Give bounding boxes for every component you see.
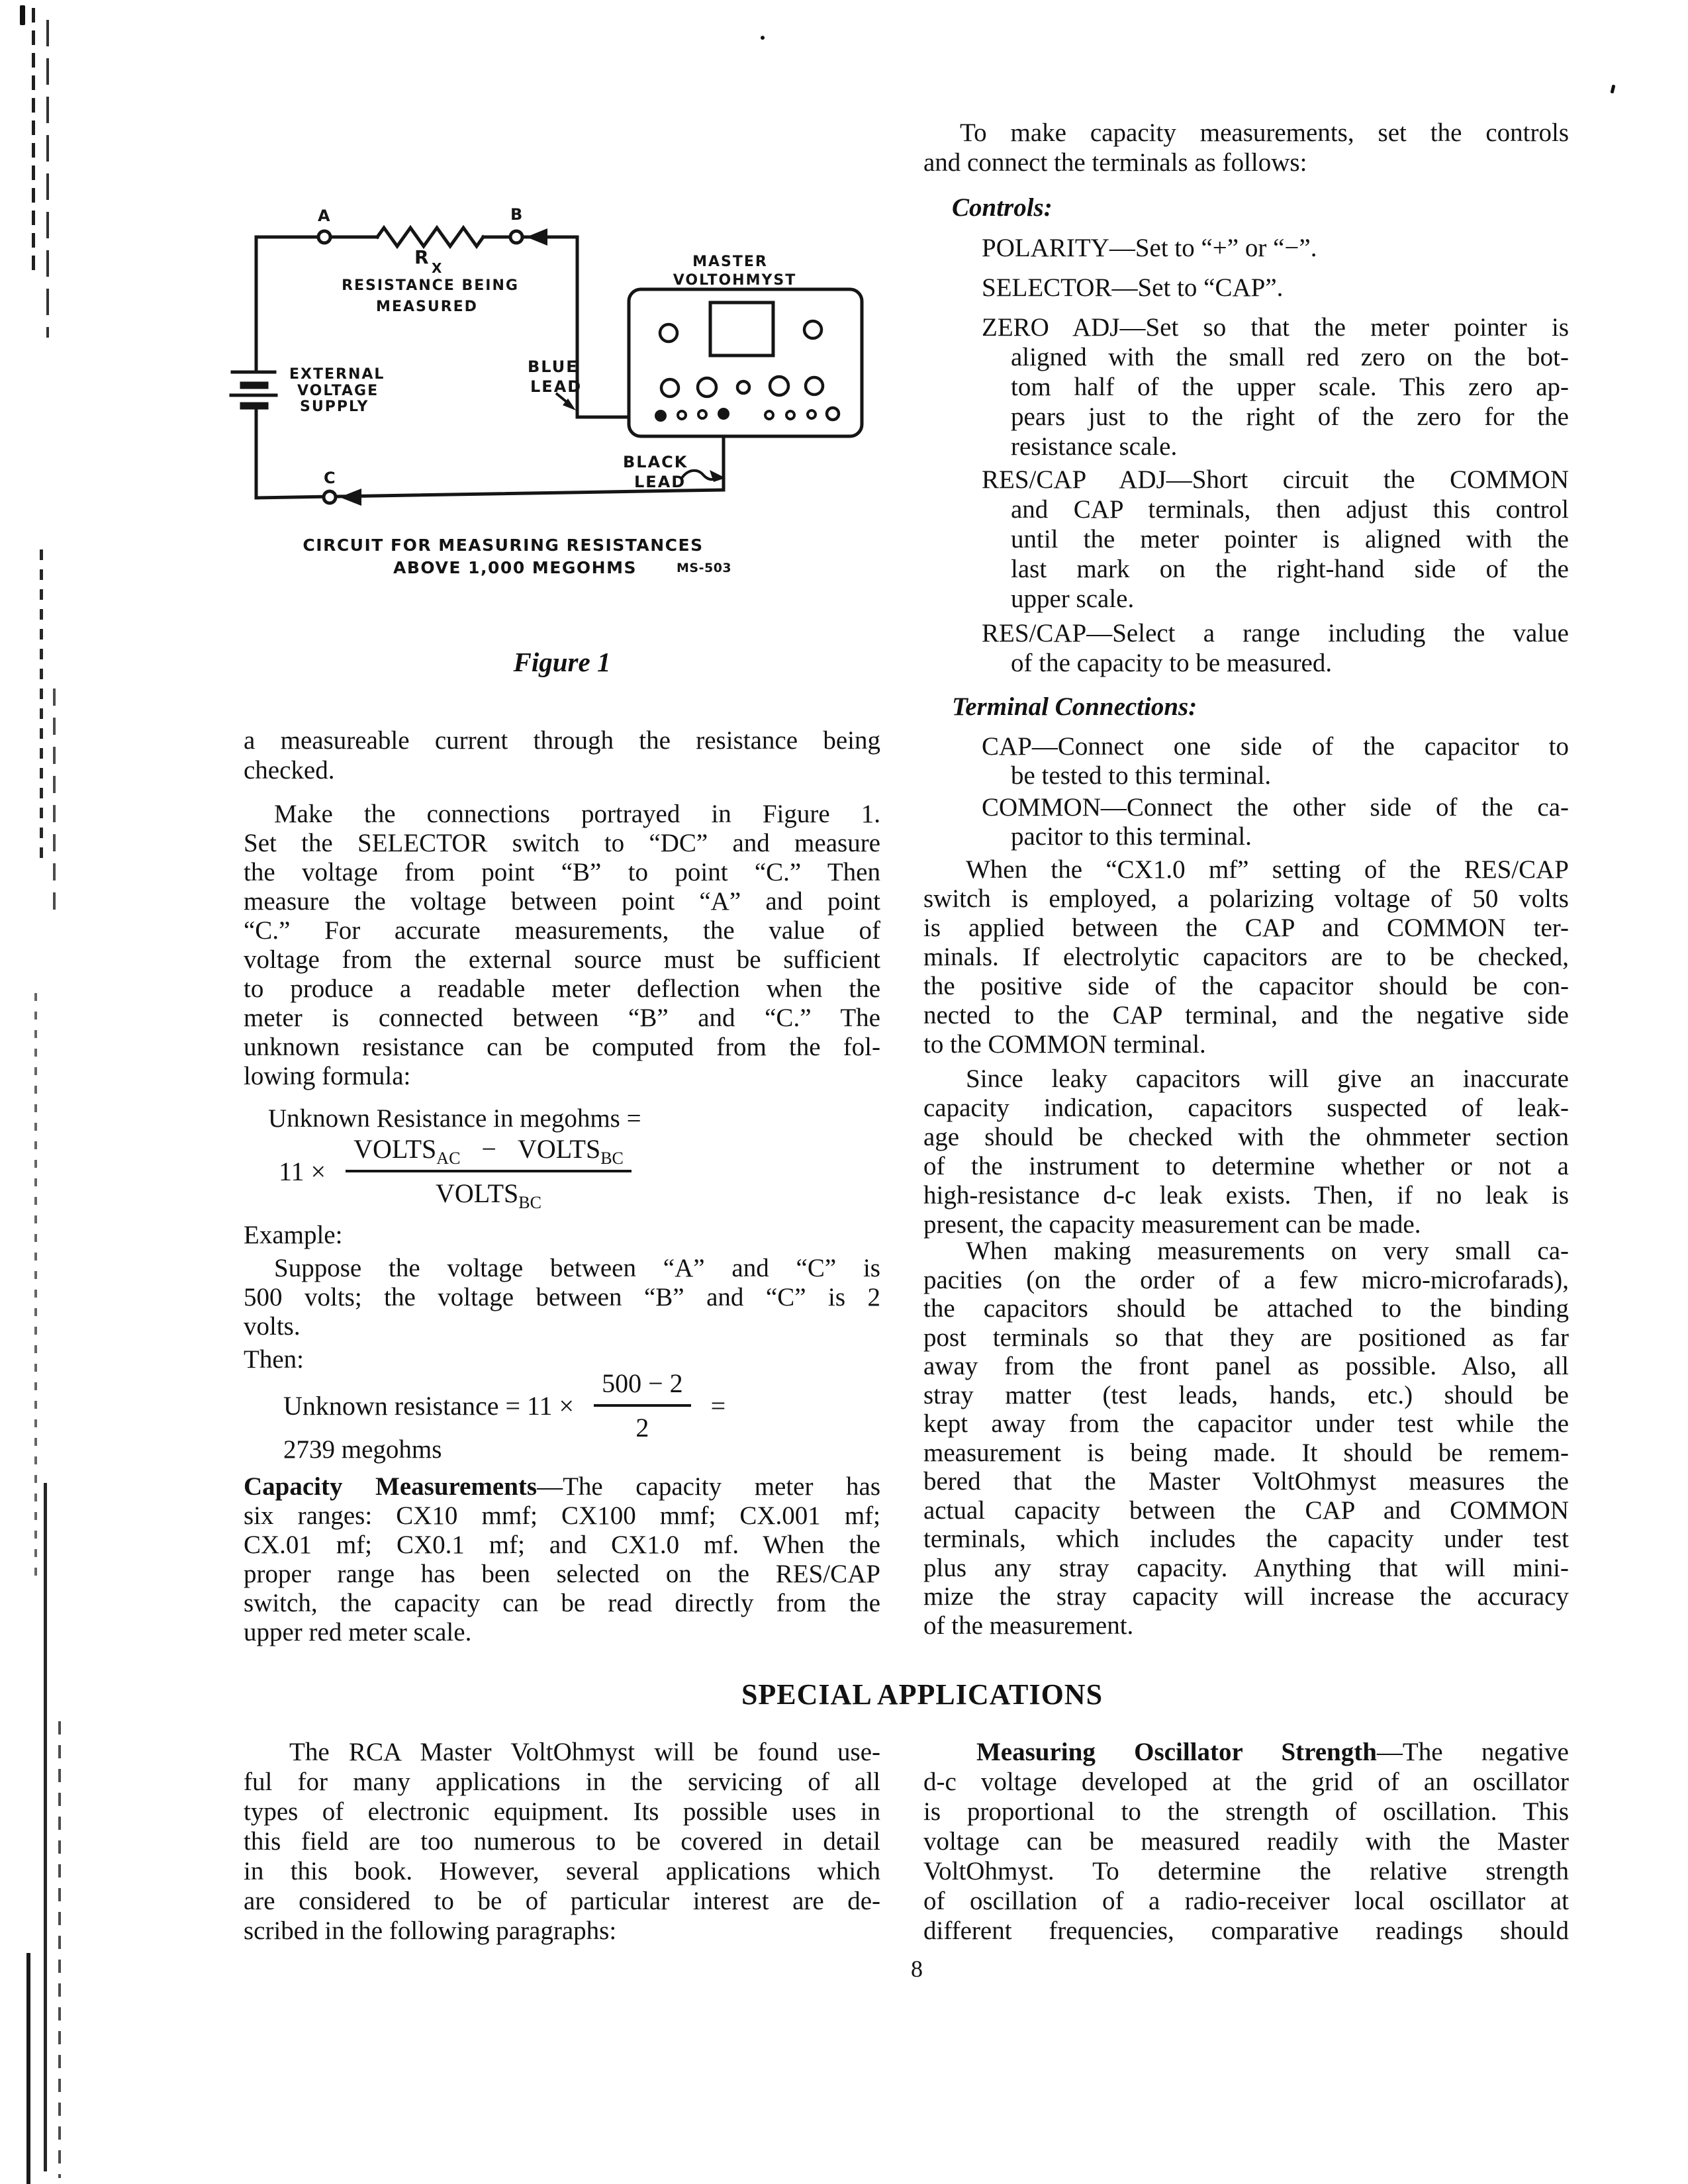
scan-speck: [761, 36, 765, 40]
control-item-rescap: [923, 618, 1569, 678]
arrowhead-at-b: [526, 228, 547, 246]
scan-streak: [44, 1483, 47, 2171]
text-line: The RCA Master VoltOhmyst will be found use-: [289, 1738, 880, 1766]
supply-label-1: EXTERNAL: [289, 366, 385, 383]
text-line: minals. If electrolytic capacitors are to be checked,: [923, 943, 1569, 971]
text-line: “C.” For accurate measurements, the value of: [244, 916, 880, 945]
black-lead-label-2: LEAD: [634, 473, 686, 491]
formula1-coefficient: 11 ×: [279, 1156, 326, 1186]
text-line: proper range has been selected on the RES/CAP: [244, 1560, 880, 1588]
control-item-rescap-adj: [923, 465, 1569, 614]
blue-lead-label-1: BLUE: [528, 357, 579, 376]
right-intro: [923, 118, 1569, 177]
supply-label-2: VOLTAGE: [297, 383, 379, 399]
arrowhead-at-c: [340, 489, 361, 506]
then-label: Then:: [244, 1345, 304, 1374]
text-line: kept away from the capacitor under test while the: [923, 1409, 1569, 1438]
resistance-label-1: RESISTANCE BEING: [342, 277, 519, 294]
right-para-small-capacities: [923, 1237, 1569, 1640]
text-line: and CAP terminals, then adjust this control: [1011, 495, 1569, 524]
rx-label: R: [414, 246, 430, 268]
scan-streak: [46, 20, 49, 338]
special-right-para: [923, 1737, 1569, 1946]
text-line: ZERO ADJ—Set so that the meter pointer is: [982, 313, 1569, 342]
formula2-result: 2739 megohms: [283, 1435, 442, 1464]
text-line: of the capacity to be measured.: [1011, 649, 1333, 677]
text-line: volts.: [244, 1312, 301, 1341]
text-line: SELECTOR—Set to “CAP”.: [982, 273, 1284, 302]
terminal-b-circle: [510, 231, 522, 243]
text-line: nected to the CAP terminal, and the negative side: [923, 1001, 1569, 1029]
text-line: the voltage from point “B” to point “C.” Then: [244, 858, 880, 886]
terminal-connections-heading: Terminal Connections:: [952, 692, 1197, 721]
scan-speck: [20, 5, 25, 25]
black-lead-terminal: [718, 408, 729, 420]
text-line: are considered to be of particular interest are de-: [244, 1887, 880, 1915]
text-line: present, the capacity measurement can be made.: [923, 1210, 1421, 1239]
scan-streak: [34, 993, 37, 1576]
text-line: away from the front panel as possible. Also, all: [923, 1352, 1569, 1380]
text-line: When the “CX1.0 mf” setting of the RES/CAP: [966, 855, 1569, 884]
right-para-cx: [923, 855, 1569, 1059]
text-line: 500 volts; the voltage between “B” and “C” is 2: [244, 1283, 880, 1311]
text-line: last mark on the right-hand side of the: [1011, 555, 1569, 583]
text-line: mize the stray capacity will increase the accuracy: [923, 1582, 1569, 1611]
rx-sub-label: X: [432, 260, 443, 276]
text-line: to the COMMON terminal.: [923, 1030, 1206, 1059]
text-line: upper red meter scale.: [244, 1618, 472, 1646]
text-line: in this book. However, several applications which: [244, 1857, 880, 1885]
terminal-b-label: B: [510, 205, 524, 224]
text-line: Suppose the voltage between “A” and “C” is: [274, 1254, 880, 1282]
resistance-label-2: MEASURED: [376, 299, 478, 315]
text-line: VoltOhmyst. To determine the relative strength: [923, 1857, 1569, 1885]
blue-lead-terminal: [655, 410, 667, 422]
control-item-selector: [923, 273, 1569, 303]
text-line: this field are too numerous to be covered in detail: [244, 1827, 880, 1856]
resistor-symbol: [377, 228, 483, 246]
terminal-c-label: C: [324, 469, 337, 487]
formula1-fraction: [346, 1133, 632, 1212]
text-line: voltage can be measured readily with the Master: [923, 1827, 1569, 1856]
text-line: aligned with the small red zero on the bot-: [1011, 343, 1569, 371]
left-para-3: [244, 1254, 880, 1341]
battery-symbol: [231, 372, 276, 406]
text-line: Set the SELECTOR switch to “DC” and measure: [244, 829, 880, 857]
text-line: POLARITY—Set to “+” or “−”.: [982, 234, 1317, 262]
controls-heading: Controls:: [952, 193, 1053, 222]
formula1-intro: Unknown Resistance in megohms =: [268, 1104, 641, 1133]
right-para-leaky: [923, 1065, 1569, 1239]
text-line: meter is connected between “B” and “C.” The: [244, 1004, 880, 1032]
text-line: RES/CAP—Select a range including the value: [982, 619, 1569, 647]
text-line: RES/CAP ADJ—Short circuit the COMMON: [982, 465, 1569, 494]
text-line: Capacity Measurements—The capacity meter has: [244, 1472, 880, 1501]
left-para-2: [244, 800, 880, 1091]
text-line: is proportional to the strength of oscillation. This: [923, 1797, 1569, 1826]
text-line: post terminals so that they are positioned as far: [923, 1323, 1569, 1352]
text-line: scribed in the following paragraphs:: [244, 1917, 617, 1945]
formula2-denominator: 2: [594, 1404, 691, 1443]
text-line: unknown resistance can be computed from the fol-: [244, 1033, 880, 1061]
formula2-equals: =: [710, 1390, 726, 1421]
formula2-fraction: [594, 1368, 691, 1443]
text-line: a measureable current through the resistance being: [244, 726, 880, 755]
text-line: capacity indication, capacitors suspected of leak-: [923, 1094, 1569, 1122]
text-line: voltage from the external source must be sufficient: [244, 945, 880, 974]
text-line: to produce a readable meter deflection when the: [244, 974, 880, 1003]
text-line: measurement is being made. It should be remem-: [923, 1438, 1569, 1467]
text-line: d-c voltage developed at the grid of an oscillator: [923, 1768, 1569, 1796]
formula1-denominator: $VOLTS_{BC}$: [346, 1170, 632, 1209]
text-line: measure the voltage between point “A” and point: [244, 887, 880, 916]
text-line: plus any stray capacity. Anything that will mini-: [923, 1553, 1569, 1582]
voltohmyst-panel: [629, 289, 862, 436]
device-label-1: MASTER: [692, 254, 768, 270]
figure-caption-2: ABOVE 1,000 MEGOHMS: [393, 558, 637, 576]
scan-speck: [1611, 85, 1616, 94]
terminal-a-circle: [318, 231, 330, 243]
black-lead-label-1: BLACK: [623, 453, 688, 471]
formula2: [283, 1368, 726, 1443]
text-line: To make capacity measurements, set the controls: [960, 119, 1569, 147]
control-item-polarity: [923, 233, 1569, 263]
scan-streak: [58, 1721, 61, 2178]
figure-title: Figure 1: [513, 647, 611, 677]
text-line: ful for many applications in the servicing of all: [244, 1768, 880, 1796]
text-line: of the measurement.: [923, 1611, 1134, 1640]
text-line: and connect the terminals as follows:: [923, 148, 1307, 177]
text-line: Measuring Oscillator Strength—The negative: [976, 1738, 1569, 1766]
device-label-2: VOLTOHMYST: [673, 272, 797, 289]
text-line: When making measurements on very small ca-: [966, 1237, 1569, 1265]
formula2-lead: Unknown resistance = 11 ×: [283, 1390, 575, 1421]
scan-streak: [40, 549, 43, 867]
scan-streak: [53, 688, 56, 914]
text-line: Since leaky capacitors will give an inaccurate: [966, 1065, 1569, 1093]
terminal-c-circle: [324, 491, 336, 503]
text-line: switch, the capacity can be read directly from the: [244, 1589, 880, 1617]
black-lead-pointer: [682, 470, 726, 482]
text-line: high-resistance d-c leak exists. Then, if no leak is: [923, 1181, 1569, 1210]
text-line: actual capacity between the CAP and COMMON: [923, 1496, 1569, 1525]
text-line: pacitor to this terminal.: [1011, 822, 1252, 851]
supply-label-3: SUPPLY: [300, 399, 369, 415]
scan-streak: [26, 1953, 30, 2184]
blue-lead-label-2: LEAD: [530, 377, 583, 396]
text-line: pacities (on the order of a few micro-microfarads),: [923, 1265, 1569, 1294]
figure-caption-1: CIRCUIT FOR MEASURING RESISTANCES: [303, 536, 704, 555]
special-left-para: [244, 1737, 880, 1946]
page-number: 8: [911, 1956, 923, 1982]
text-line: COMMON—Connect the other side of the ca-: [982, 793, 1569, 822]
formula2-numerator: 500 − 2: [602, 1368, 683, 1398]
text-line: age should be checked with the ohmmeter section: [923, 1123, 1569, 1151]
formula1-numerator: $VOLTS_{AC}$ − $VOLTS_{BC}$: [353, 1134, 624, 1168]
terminal-item-cap: [923, 732, 1569, 790]
example-label: Example:: [244, 1221, 343, 1249]
text-line: bered that the Master VoltOhmyst measures the: [923, 1467, 1569, 1496]
text-line: terminals, which includes the capacity under test: [923, 1525, 1569, 1553]
text-line: CX.01 mf; CX0.1 mf; and CX1.0 mf. When the: [244, 1531, 880, 1559]
text-line: until the meter pointer is aligned with the: [1011, 525, 1569, 553]
text-line: the capacitors should be attached to the binding: [923, 1294, 1569, 1323]
text-line: resistance scale.: [1011, 432, 1178, 461]
text-line: of oscillation of a radio-receiver local oscillator at: [923, 1887, 1569, 1915]
special-applications-heading: SPECIAL APPLICATIONS: [741, 1678, 1103, 1711]
terminal-a-label: A: [318, 207, 332, 225]
scan-streak: [32, 8, 35, 273]
text-line: types of electronic equipment. Its possible uses in: [244, 1797, 880, 1826]
terminal-item-common: [923, 793, 1569, 851]
text-line: tom half of the upper scale. This zero ap-: [1011, 373, 1569, 401]
text-line: stray matter (test leads, hands, etc.) should be: [923, 1380, 1569, 1409]
text-line: upper scale.: [1011, 585, 1135, 613]
text-line: be tested to this terminal.: [1011, 761, 1272, 790]
text-line: pears just to the right of the zero for the: [1011, 403, 1569, 431]
text-line: is applied between the CAP and COMMON ter-: [923, 914, 1569, 942]
text-line: switch is employed, a polarizing voltage of 50 volts: [923, 884, 1569, 913]
control-item-zero-adj: [923, 312, 1569, 461]
text-line: CAP—Connect one side of the capacitor to: [982, 732, 1569, 761]
text-line: Make the connections portrayed in Figure 1.: [274, 800, 880, 828]
left-para-4: [244, 1472, 880, 1647]
text-line: lowing formula:: [244, 1062, 411, 1090]
text-line: different frequencies, comparative readings should: [923, 1917, 1569, 1945]
figure-caption-code: MS-503: [677, 561, 732, 575]
figure-circuit-diagram: [218, 205, 867, 576]
text-line: checked.: [244, 756, 335, 784]
left-para-1: [244, 726, 880, 785]
formula1: [279, 1133, 632, 1212]
text-line: the positive side of the capacitor should be con-: [923, 972, 1569, 1000]
text-line: of the instrument to determine whether or not a: [923, 1152, 1569, 1180]
text-line: six ranges: CX10 mmf; CX100 mmf; CX.001 mf;: [244, 1501, 880, 1530]
